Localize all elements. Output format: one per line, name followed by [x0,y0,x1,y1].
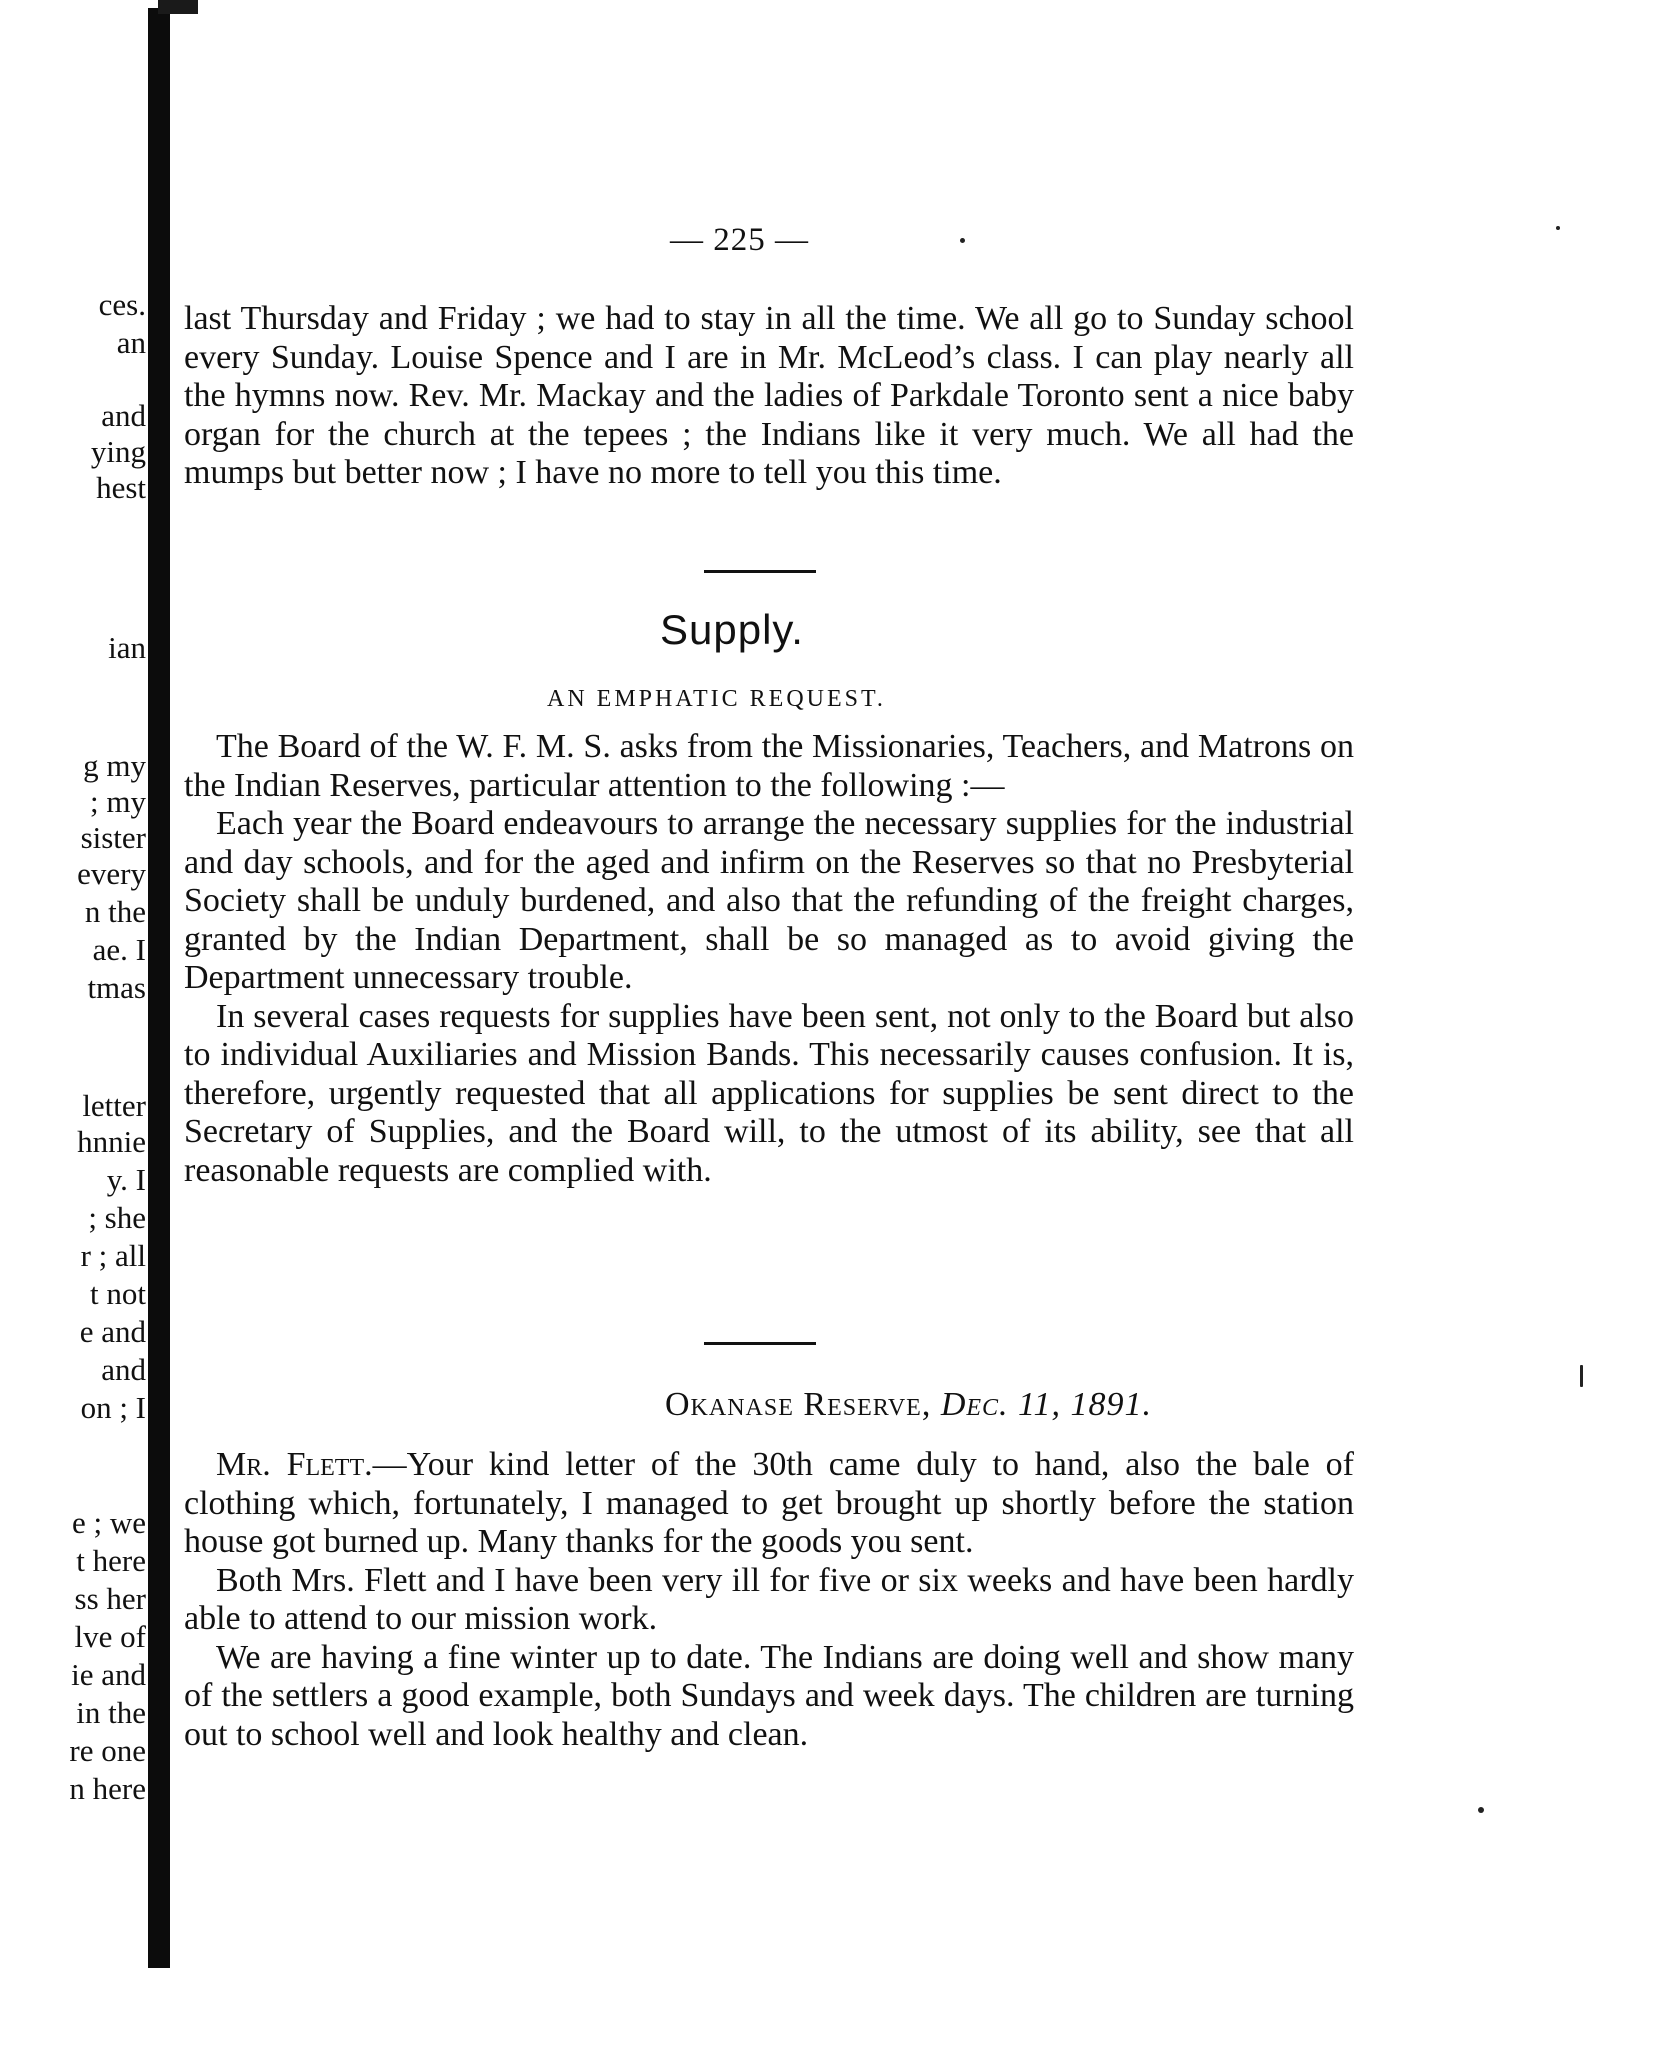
okanase-paragraph [184,1446,1354,1562]
supply-body [184,728,1354,1190]
facing-fragment: ian [108,630,146,665]
facing-fragment: re one [69,1733,146,1768]
facing-fragment: r ; all [80,1238,146,1273]
facing-fragment: and [101,398,146,433]
speaker-name: Mr. Flett. [216,1446,373,1483]
facing-fragment: every [77,856,146,891]
section-rule [704,1342,816,1345]
section-title-supply: Supply. [660,606,804,653]
facing-fragment: t not [90,1276,146,1311]
binding-gutter [148,8,170,1968]
supply-paragraph: Each year the Board endeavours to arrange the necessary supplies for the industrial and day schools, and for the aged and infirm on the Reserves so that no Presbyterial Society shall be unduly burdened, and also that the refunding of the freight charges, granted by the Indian Department, shall be so managed as to avoid giving the Department unnecessary trouble. [184,805,1354,996]
letter-continuation [184,300,1354,493]
page-number: — 225 — [670,222,809,258]
facing-fragment: ss her [74,1581,146,1616]
dateline-place: Okanase Reserve, [665,1386,932,1423]
speck [1556,226,1560,230]
section-rule [704,570,816,573]
facing-fragment: hest [96,470,146,505]
facing-fragment: y. I [106,1162,146,1197]
letter-paragraph: last Thursday and Friday ; we had to stay in all the time. We all go to Sunday school every Sunday. Louise Spence and I are in Mr. McLeod’s class. I can play nearly all the hymns now. Rev. Mr. Mackay and the ladies of Parkdale Toronto sent a nice baby organ for the church at the tepees ; the Indians like it very much. We all had the mumps but better now ; I have no more to tell you this time. [184,300,1354,491]
facing-fragment: ces. [98,287,146,322]
facing-fragment: lve of [74,1619,146,1654]
okanase-first-text: —Your kind letter of the 30th came duly to hand, also the bale of clothing which, fortunately, I managed to get brought up shortly before the station house got burned up. Many thanks for the goods you sent. [184,1446,1354,1560]
dateline [665,1386,1152,1424]
facing-fragment: n the [84,894,146,929]
facing-fragment: ying [90,434,146,469]
supply-paragraph: In several cases requests for supplies have been sent, not only to the Board but also to individual Auxiliaries and Mission Bands. This necessarily causes confusion. It is, therefore, urgently requested that all applications for supplies be sent direct to the Secretary of Supplies, and the Board will, to the utmost of its ability, see that all reasonable requests are complied with. [184,997,1354,1189]
facing-fragment: letter [82,1088,146,1123]
facing-fragment: an [116,325,146,360]
facing-fragment: e ; we [71,1505,146,1540]
facing-fragment: hnnie [77,1124,146,1159]
facing-fragment: n here [69,1771,146,1806]
dateline-date: Dec. 11, 1891. [940,1386,1153,1423]
facing-fragment: e and [79,1314,146,1349]
speck [960,238,965,243]
facing-fragment: and [101,1352,146,1387]
facing-page-margin [0,0,150,2058]
facing-fragment: ae. I [92,932,146,967]
section-subtitle: AN EMPHATIC REQUEST. [547,686,886,712]
binding-gutter-top [158,0,198,14]
speck [1478,1807,1484,1813]
facing-fragment: ; she [88,1200,146,1235]
speck [1580,1365,1583,1387]
okanase-paragraph: Both Mrs. Flett and I have been very ill for five or six weeks and have been hardly able to attend to our mission work. [184,1561,1354,1637]
okanase-body [184,1446,1354,1754]
facing-fragment: ie and [71,1657,146,1692]
facing-fragment: t here [76,1543,146,1578]
okanase-paragraph: We are having a fine winter up to date. The Indians are doing well and show many of the settlers a good example, both Sundays and week days. The children are turning out to school well and look healthy and clean. [184,1638,1354,1753]
facing-fragment: tmas [87,970,146,1005]
facing-fragment: g my [83,748,146,783]
facing-fragment: ; my [90,784,146,819]
supply-paragraph: The Board of the W. F. M. S. asks from the Missionaries, Teachers, and Matrons on the Indian Reserves, particular attention to the following :— [184,728,1354,804]
facing-fragment: on ; I [80,1390,146,1425]
facing-fragment: sister [80,820,146,855]
facing-fragment: in the [76,1695,146,1730]
